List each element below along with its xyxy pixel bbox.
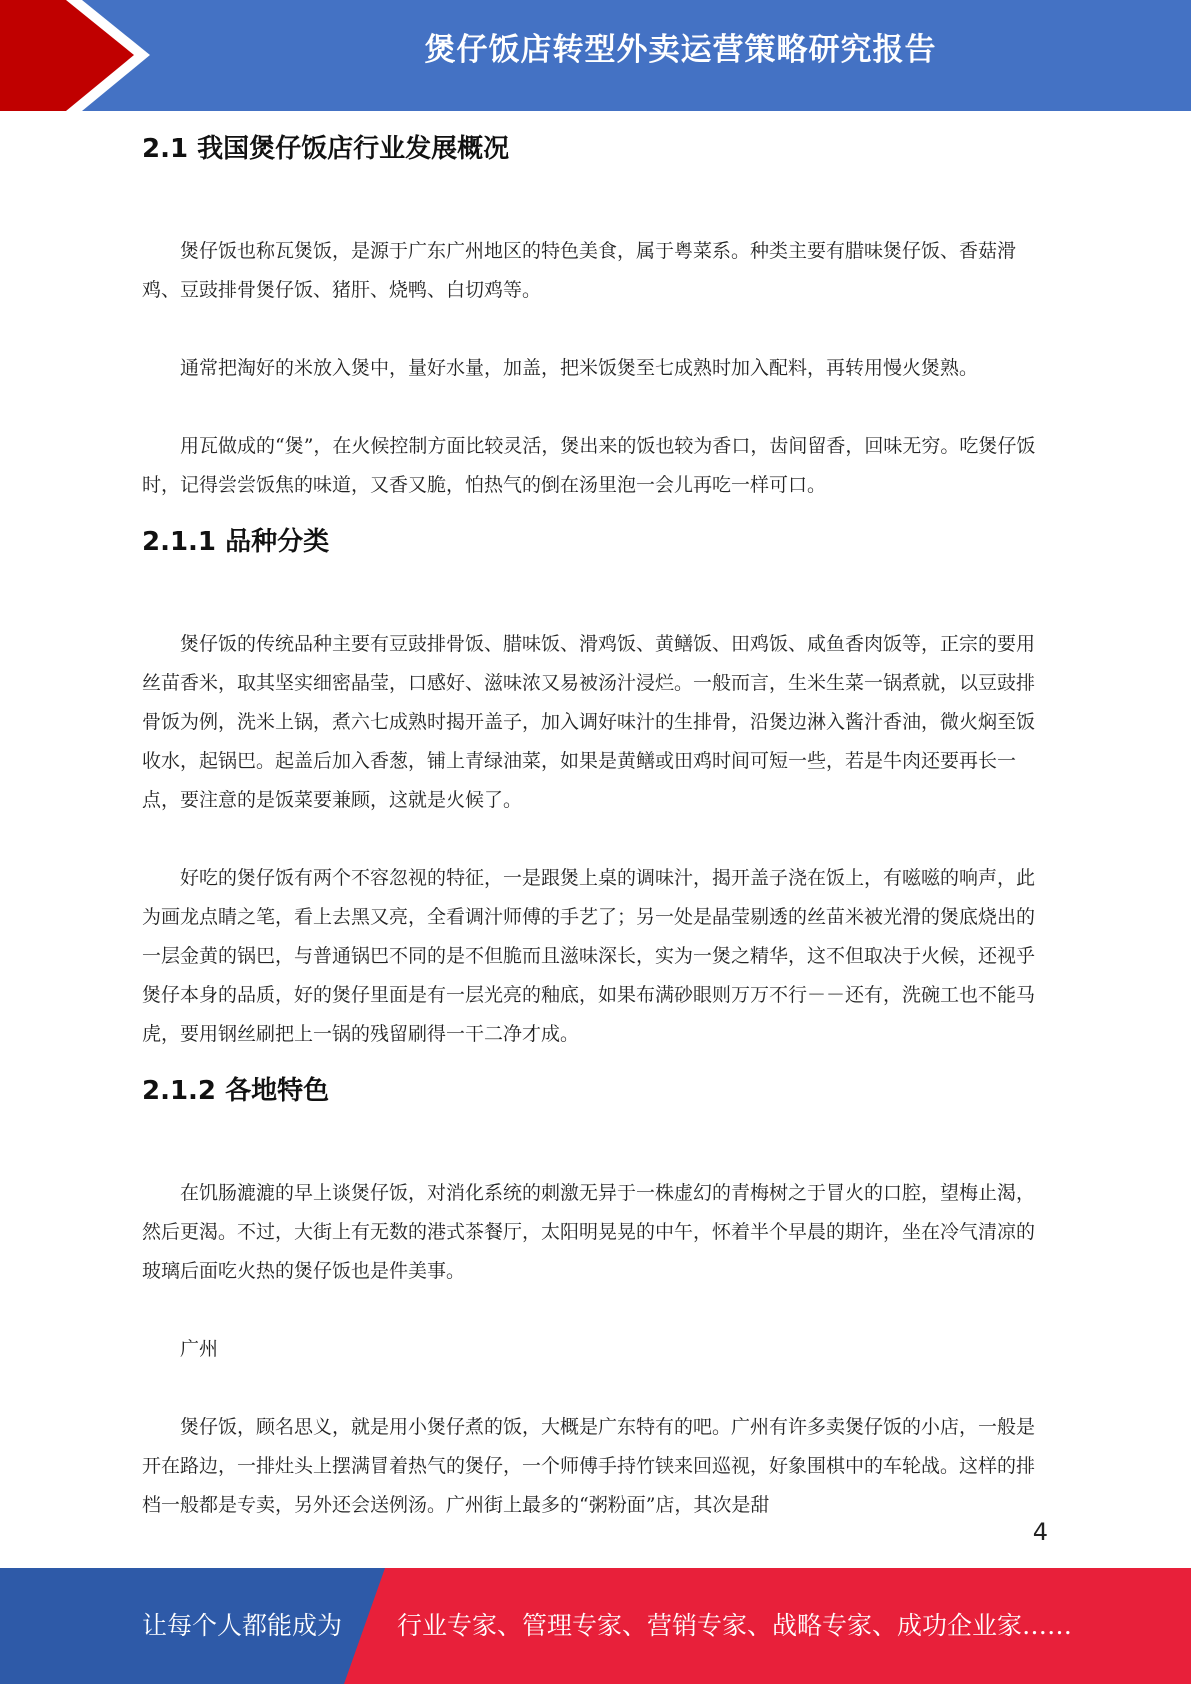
paragraph: 煲仔饭的传统品种主要有豆豉排骨饭、腊味饭、滑鸡饭、黄鳝饭、田鸡饭、咸鱼香肉饭等，正宗的要用丝苗香米，取其坚实细密晶莹，口感好、滋味浓又易被汤汁浸烂。一般而言，生米生菜一锅煮就，以豆豉排骨饭为例，洗米上锅，煮六七成熟时揭开盖子，加入调好味汁的生排骨，沿煲边淋入酱汁香油，微火焖至饭收水，起锅巴。起盖后加入香葱，铺上青绿油菜，如果是黄鳝或田鸡时间可短一些，若是牛肉还要再长一点，要注意的是饭菜要兼顾，这就是火候了。 — [142, 633, 1036, 811]
page-header — [0, 0, 1191, 111]
section-heading-2-1: 2.1 我国煲仔饭店行业发展概况 — [142, 134, 510, 164]
document-body — [142, 124, 1047, 1525]
paragraph: 用瓦做成的“煲”，在火候控制方面比较灵活，煲出来的饭也较为香口，齿间留香，回味无穷。吃煲仔饭时，记得尝尝饭焦的味道，又香又脆，怕热气的倒在汤里泡一会儿再吃一样可口。 — [142, 435, 1036, 496]
paragraph: 好吃的煲仔饭有两个不容忽视的特征，一是跟煲上桌的调味汁，揭开盖子浇在饭上，有嗞嗞的响声，此为画龙点睛之笔，看上去黑又亮，全看调汁师傅的手艺了；另一处是晶莹剔透的丝苗米被光滑的煲底烧出的一层金黄的锅巴，与普通锅巴不同的是不但脆而且滋味深长，实为一煲之精华，这不但取决于火候，还视乎煲仔本身的品质，好的煲仔里面是有一层光亮的釉底，如果布满砂眼则万万不行－－还有，洗碗工也不能马虎，要用钢丝刷把上一锅的残留刷得一干二净才成。 — [142, 867, 1036, 1045]
page-number: 4 — [1032, 1518, 1048, 1546]
page-footer — [0, 1568, 1191, 1684]
paragraph: 通常把淘好的米放入煲中，量好水量，加盖，把米饭煲至七成熟时加入配料，再转用慢火煲熟。 — [180, 357, 979, 379]
paragraph: 煲仔饭，顾名思义，就是用小煲仔煮的饭，大概是广东特有的吧。广州有许多卖煲仔饭的小店，一般是开在路边，一排灶头上摆满冒着热气的煲仔，一个师傅手持竹铗来回巡视，好象围棋中的车轮战。这样的排档一般都是专卖，另外还会送例汤。广州街上最多的“粥粉面”店，其次是甜 — [142, 1416, 1036, 1516]
paragraph: 煲仔饭也称瓦煲饭，是源于广东广州地区的特色美食，属于粤菜系。种类主要有腊味煲仔饭、香菇滑鸡、豆豉排骨煲仔饭、猪肝、烧鸭、白切鸡等。 — [142, 240, 1017, 301]
header-arrow-shape — [0, 0, 134, 111]
section-heading-2-1-1: 2.1.1 品种分类 — [142, 527, 330, 557]
section-heading-2-1-2: 2.1.2 各地特色 — [142, 1076, 330, 1106]
footer-slogan-right: 行业专家、管理专家、营销专家、战略专家、成功企业家…… — [397, 1611, 1073, 1640]
paragraph: 在饥肠漉漉的早上谈煲仔饭，对消化系统的刺激无异于一株虚幻的青梅树之于冒火的口腔，望梅止渴，然后更渴。不过，大街上有无数的港式茶餐厅，太阳明晃晃的中午，怀着半个早晨的期许，坐在冷气清凉的玻璃后面吃火热的煲仔饭也是件美事。 — [142, 1182, 1036, 1282]
header-title: 煲仔饭店转型外卖运营策略研究报告 — [424, 32, 937, 68]
footer-slogan-left: 让每个人都能成为 — [142, 1611, 343, 1640]
subheading-guangzhou: 广州 — [180, 1338, 219, 1360]
